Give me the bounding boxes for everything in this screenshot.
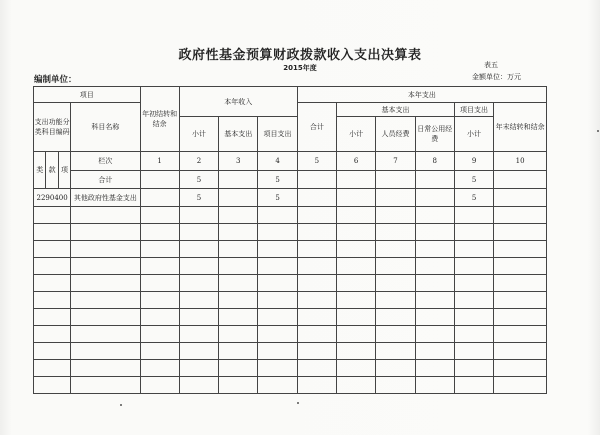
scan-speck — [297, 402, 299, 404]
row-exp-total — [297, 189, 336, 207]
income-subtotal-header: 小计 — [179, 117, 218, 152]
index-number: 5 — [297, 152, 336, 171]
blank-row — [34, 292, 547, 309]
amount-unit — [472, 72, 521, 82]
table-row — [34, 189, 547, 207]
blank-row — [34, 360, 547, 377]
exp-personnel-header: 人员经费 — [376, 117, 415, 152]
row-end-balance — [494, 189, 547, 207]
exp-project-subtotal-header: 小计 — [454, 117, 493, 152]
row-begin-balance — [140, 189, 179, 207]
row-exp-project-subtotal: 5 — [454, 189, 493, 207]
index-number: 2 — [179, 152, 218, 171]
index-number: 6 — [337, 152, 376, 171]
index-number: 7 — [376, 152, 415, 171]
income-header: 本年收入 — [179, 87, 297, 117]
end-balance-header: 年末结转和结余 — [494, 103, 547, 152]
total-exp-public — [415, 171, 454, 189]
blank-row — [34, 326, 547, 343]
project-header: 项目 — [34, 87, 141, 103]
row-income-basic — [219, 189, 258, 207]
total-end-balance — [494, 171, 547, 189]
report-year: 2015年度 — [283, 64, 317, 72]
total-exp-basic-subtotal — [337, 171, 376, 189]
index-number: 1 — [140, 152, 179, 171]
index-number: 10 — [494, 152, 547, 171]
index-number: 9 — [454, 152, 493, 171]
scan-speck — [597, 130, 599, 132]
total-begin-balance — [140, 171, 179, 189]
row-name: 其他政府性基金支出 — [71, 189, 140, 207]
income-basic-header: 基本支出 — [219, 117, 258, 152]
total-exp-project-subtotal: 5 — [454, 171, 493, 189]
table-number: 表五 — [484, 61, 498, 69]
exp-public-header: 日常公用经费 — [415, 117, 454, 152]
blank-row — [34, 207, 547, 224]
blank-row — [34, 258, 547, 275]
row-income-subtotal: 5 — [179, 189, 218, 207]
row-code: 2290400 — [34, 189, 71, 207]
row-exp-basic-subtotal — [337, 189, 376, 207]
expenditure-header: 本年支出 — [297, 87, 546, 103]
func-code-header: 支出功能分类科目编码 — [34, 103, 71, 152]
exp-total-header: 合计 — [297, 103, 336, 152]
lei-header: 类 — [34, 152, 46, 189]
total-exp-personnel — [376, 171, 415, 189]
index-number: 4 — [258, 152, 297, 171]
row-exp-personnel — [376, 189, 415, 207]
blank-row — [34, 224, 547, 241]
report-title: 政府性基金预算财政拨款收入支出决算表 — [178, 48, 422, 63]
index-number: 3 — [219, 152, 258, 171]
begin-balance-header: 年初结转和结余 — [140, 87, 179, 152]
index-row — [34, 152, 547, 171]
blank-row — [34, 377, 547, 394]
subject-name-header: 科目名称 — [71, 103, 140, 152]
blank-row — [34, 275, 547, 292]
amount-unit-label: 金额单位： — [472, 73, 507, 81]
header-row-1 — [34, 87, 547, 103]
total-income-basic — [219, 171, 258, 189]
compiling-unit-label: 编制单位： — [34, 75, 77, 85]
kuan-header: 款 — [46, 152, 58, 189]
income-project-header: 项目支出 — [258, 117, 297, 152]
row-exp-public — [415, 189, 454, 207]
blank-row — [34, 241, 547, 258]
exp-basic-header: 基本支出 — [337, 103, 455, 117]
blank-row — [34, 309, 547, 326]
report-table — [33, 86, 547, 394]
row-income-project: 5 — [258, 189, 297, 207]
index-label: 栏次 — [71, 152, 140, 171]
total-income-subtotal: 5 — [179, 171, 218, 189]
exp-project-header: 项目支出 — [454, 103, 493, 117]
total-income-project: 5 — [258, 171, 297, 189]
amount-unit-value: 万元 — [507, 73, 521, 81]
total-label: 合计 — [71, 171, 140, 189]
blank-row — [34, 343, 547, 360]
total-row — [34, 171, 547, 189]
exp-basic-subtotal-header: 小计 — [337, 117, 376, 152]
scan-speck — [120, 404, 122, 406]
xiang-header: 项 — [58, 152, 70, 189]
total-exp-total — [297, 171, 336, 189]
index-number: 8 — [415, 152, 454, 171]
